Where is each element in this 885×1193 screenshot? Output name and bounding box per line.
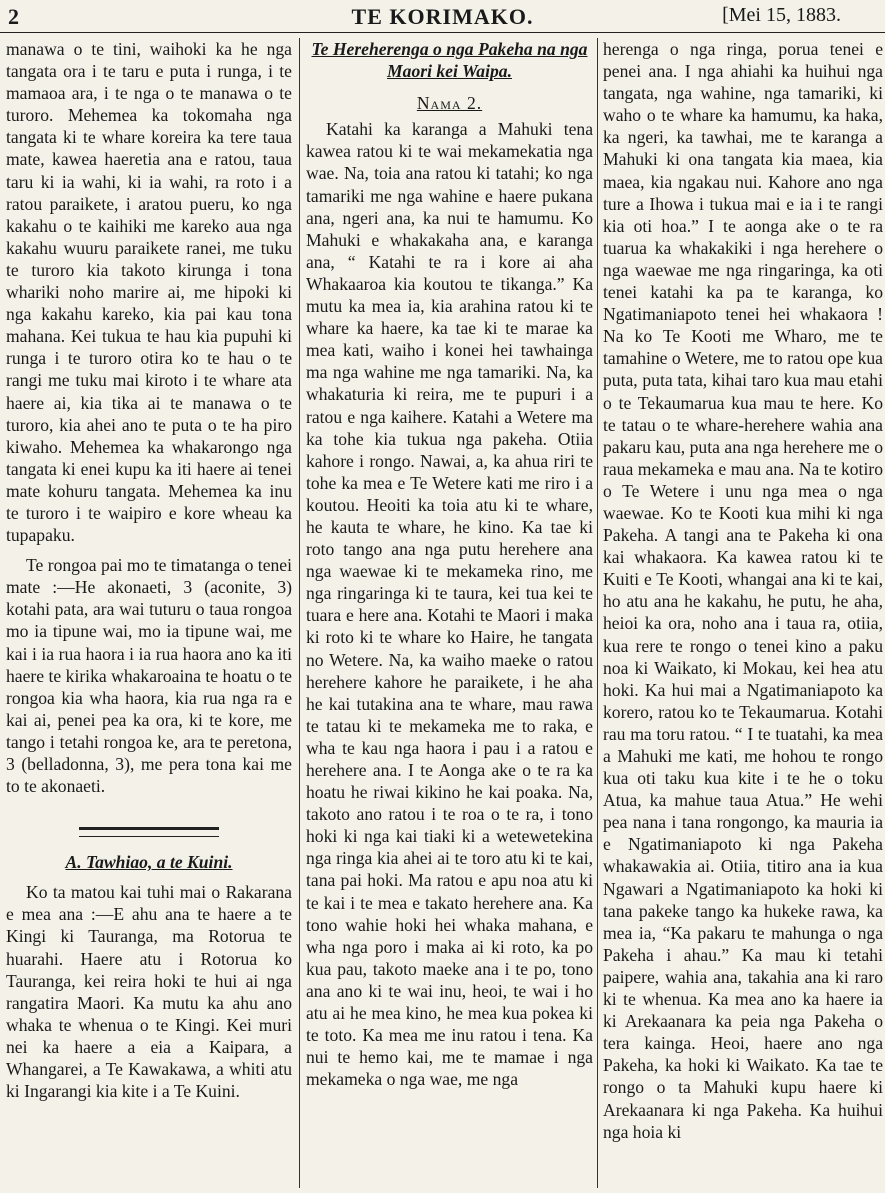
article-heading: A. Tawhiao, a te Kuini. (65, 852, 233, 873)
article-subheading: Nama 2. (416, 93, 483, 114)
article-paragraph: Katahi ka karanga a Mahuki tena kawea ratou ki te wai mekamekatia nga wae. Na, toia ana ratou ki tatahi; ko nga tamariki me nga wahine e haere pukana ana, ngeri ana, ka nui te hamumu. Ko Mahuki e whakakaha ana, e karanga ana, “ Katahi te ra i kore ai aha Whakaaroa kia koutou te tikanga.” Ka mutu ka mea ia, kia arahina ratou ki te whare ka haere, ka tae ki te marae ka mea kati, waiho i konei hei tawhainga ma nga wahine me nga tamariki. Na, ka whakaturia ki reira, me te pupuri i a ratou e nga kaihere. Katahi a Wetere ma ka tohe kia tukua nga pakeha. Otiia kahore i rongo. Nawai, a, ka ahua riri te tohe ka mea e Te Wetere kati me riro i a koutou. Heoiti ka toia atu ki te whare, he kauta te whare, he kino. Ka tae ki roto tango ana nga putu herehere ana nga waewae ki te mekameka rino, me nga ringaringa ki te taura, kei tua kei te tuara e here ana. Kotahi te Maori i maka ki roto ki te whare ko Haire, he tangata no Wetere. Na, ka waiho maeke o ratou herehere kahore he paraikete, i he aha he kai tutakina ana te whare, mau rawa te tatau ki te mekameka me to raka, e wha te kau nga haora i pau i a ratou e herehere ana. I te Aonga ake o te ra ka hoatu he riwai kikino he kai poaka. Na, takoto ano ratou i te roa o te ra, i tono hoki ki nga kai tiaki ki a wetewetekina nga ringa kia ahei ai te toro atu ki te kai, tana pai hoki. Ma ratou e apu noa atu ki te kai i te mea e takato herehere ana. Ka tono wahie hoki hei whaka mahana, e wha nga poro i maka ai ki roto, ka po kua pau, takoto maeke ana i te po, tono ana ano ki te wai inu, heoi, te wai i ho atu ai he mea kino, he mea kua pokea ki te toto. Ka mea me inu ratou i tena. Ka nui te hemo kai, me te mamae i nga mekameka o nga wae, me nga (306, 119, 593, 1090)
article-paragraph: Ko ta matou kai tuhi mai o Rakarana e mea ana :—E ahu ana te haere a te Kingi ki Tauranga, ma Rotorua te huarahi. Haere atu i Rotorua ko Tauranga, kei reira hoki te hui ai nga rangatira Maori. Ka mutu ka ahu ano whaka te whenua o te Kingi. Kei muri nei ka haere a eia a Kaipara, a Whangarei, a Te Kawakawa, a whiti atu ki Ingarangi kia kite i a Te Kuini. (6, 882, 292, 1102)
column-2 (306, 38, 593, 1188)
column-divider (597, 38, 598, 1188)
column-divider (299, 38, 300, 1188)
section-ornament (79, 827, 219, 837)
article-heading: Te Hereherenga o nga Pakeha na nga Maori kei Waipa. (311, 39, 588, 82)
column-1 (6, 38, 292, 1188)
page-header (0, 0, 885, 33)
column-3 (603, 38, 883, 1188)
issue-date: [Mei 15, 1883. (722, 4, 841, 26)
page-number: 2 (8, 4, 19, 29)
article-paragraph: Te rongoa pai mo te timatanga o tenei mate :—He akonaeti, 3 (aconite, 3) kotahi pata, ara wai tuturu o taua rongoa mo ia tipune wai, mo ia tipune wai, me kai i ia rua haora i ia rua haora ano ka iti haere te kirika whakaroaina te hoatu o te rongoa kia wha haora, kia rua nga ra e kai ai, penei pea ka ora, ki te kore, me tango i tetahi rongoa ke, ara te peretona, 3 (belladonna, 3), me pera tona kai me to te akonaeti. (6, 555, 292, 797)
article-paragraph: herenga o nga ringa, porua tenei e penei ana. I nga ahiahi ka huihui nga tangata, nga wahine, nga tamariki, ki waho o te whare ka hamumu, ka haka, ka ngeri, ka tawhai, me te karanga a Mahuki ki ona tangata kia maea, kia maea, kia ngakau nui. Kahore ano nga ture a Ihowa i tukua mai e ia i te rangi kia oti hoa.” I te aonga ake o te ra tuarua ka whakakiki i nga herehere o nga waewae me nga ringaringa, ka oti tenei katahi ka pa te karanga, ko Ngatimaniapoto tenei hei whakaora ! Na ko Te Kooti me Wharo, me te tamahine o Wetere, me to ratou ope kua puta, puta tata, kihai taro kua mau etahi o te Tekaumarua kua mau te here. Ko te tatau o te whare-herehere wahia ana pakaru kau, puta ana nga herehere me o raua mekameka e mau ana. Na te kotiro o Te Wetere i unu nga mea o nga waewae. Ko te Kooti kua mihi ki nga Pakeha. A tangi ana te Pakeha ki ona kai whakaora. Ka kawea ratou ki te Kuiti e Te Kooti, whangai ana ki te kai, ho atu ana he kakahu, he putu, he aha, heioi ka ora, noho ana i taua ra, otiia, kua rere te rongo o tenei kino a paku noa ki Waikato, ki Mokau, kei hea atu hoki. Ka hui mai a Ngatimaniapoto ka korero, ratou ko te Tekaumarua. Kotahi rau ma toru ratou. “ I te tuatahi, ka mea a Mahuki me kati, me hohou te rongo kua oti taku kua kite i te he o toku Atua, ka mahue taua Atua.” He wehi pea nana i tana rongongo, ka mauria ia e Ngatimaniapoto ki nga Pakeha whakawakia ai. Otiia, titiro ana ia kua Ngawari a Ngatimaniapoto ka hoki ki tana pakeke tango ka hukeke rawa, ka mea ia, “Ka pakaru te mahunga o nga Pakeha i ahau.” Ka mau ki tetahi paipere, wahia ana, takahia ana ki raro ki te whenua. Ka mea ano ka haere ia ki Arekaanara ka peia nga Pakeha o tera kainga. Heoi, haere ano nga Pakeha, ka hoki ki Waikato. Ka tae te rongo o ta Mahuki kupu haere ki Arekaanara ki nga Pakeha. Ka huihui nga hoia ki (603, 39, 883, 1142)
article-paragraph: manawa o te tini, waihoki ka he nga tangata ora i te taru e puta i runga, i te mamaoa ara, i te nga o te manawa o te turoro. Mehemea ka tokomaha nga tangata ki te whare koreira ka tere taua mate, kawea haeretia ana e ratou, taua taru ki ia wahi, ki ia wahi, ra roto i a ratou paraikete, i aratou pueru, ko nga kakahu o te kaihiki me kareko aua nga kakahu wuuru paraikete ranei, me tuku te turoro kia takoto kirunga i tona whariki noho marire ai, me hipoki ki nga kakahu kareko, kia pai kau tona mahana. Kei tukua te hau kia pupuhi ki runga i te turoro otira ko te hau o te rangi me tuku mai kiroto i te whare ata haere ai, kia tika ai te manawa o te turoro, kia ahei ano te puta o te ha piro kiwaho. Mehemea ka whakarongo nga tangata ki enei kupu ka iti haere ai tenei mate kohuru tangata. Mehemea ka inu te turoro i te waipiro e kore wheau ka tupapaku. (6, 39, 292, 546)
newspaper-title: TE KORIMAKO. (351, 4, 534, 29)
